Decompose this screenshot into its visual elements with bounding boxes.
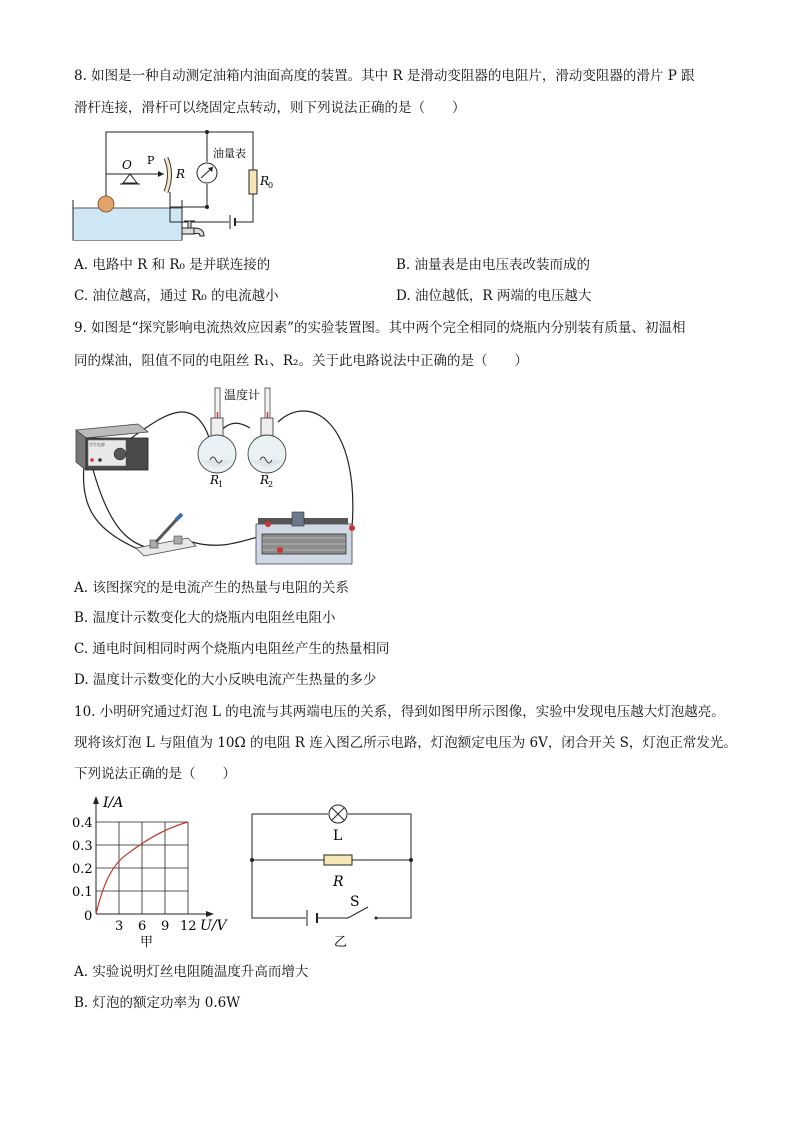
meter-label: 油量表: [213, 147, 246, 160]
label-R0: R: [260, 174, 270, 188]
float-ball: [98, 196, 114, 212]
y-tick-0.3: 0.3: [72, 839, 93, 854]
q8-option-b: B. 油量表是由电压表改装而成的: [396, 257, 591, 273]
circuit-caption: 乙: [334, 935, 348, 950]
graph-caption: 甲: [140, 935, 154, 950]
y-axis-arrow: [93, 796, 99, 804]
q9-option-c: C. 通电时间相同时两个烧瓶内电阻丝产生的热量相同: [74, 641, 390, 657]
circuit-wires: [252, 814, 411, 918]
graph-grid: [96, 822, 188, 914]
q10-stem-line2: 现将该灯泡 L 与阻值为 10Ω 的电阻 R 连入图乙所示电路，灯泡额定电压为 6V，闭合开关 S，灯泡正常发光。: [74, 735, 737, 751]
label-R0-sub: 0: [268, 181, 274, 190]
resistor-R0: [249, 170, 257, 194]
power-supply: [76, 424, 148, 470]
x-tick-6: 6: [138, 919, 147, 934]
q10-graph: [70, 790, 240, 950]
oil-tank: [73, 200, 182, 240]
q9-stem-line1: 9. 如图是“探究影响电流热效应因素”的实验装置图。其中两个完全相同的烧瓶内分别装有质量、初温相: [74, 320, 686, 336]
label-L: L: [333, 828, 343, 844]
y-tick-0.1: 0.1: [72, 885, 93, 900]
q10-stem-line1: 10. 小明研究通过灯泡 L 的电流与其两端电压的关系，得到如图甲所示图像，实验中发现电压越大灯泡越亮。: [74, 704, 725, 720]
label-R: R: [176, 167, 186, 181]
q9-option-d: D. 温度计示数变化的大小反映电流产生热量的多少: [74, 672, 377, 688]
label-R2-sub: 2: [268, 480, 274, 489]
q9-stem-line2: 同的煤油，阻值不同的电阻丝 R₁、R₂。关于此电路说法中正确的是（ ）: [74, 353, 528, 369]
label-S: S: [350, 894, 360, 910]
q8-stem-line1: 8. 如图是一种自动测定油箱内油面高度的装置。其中 R 是滑动变阻器的电阻片，滑动变阻器的滑片 P 跟: [74, 68, 695, 84]
y-tick-0.4: 0.4: [72, 816, 93, 831]
y-axis-label: I/A: [103, 795, 124, 811]
float-rod: [106, 174, 130, 196]
label-P: P: [147, 154, 155, 167]
knife-switch: [136, 514, 196, 556]
rheostat: [256, 512, 355, 564]
lamp-L: [329, 805, 347, 823]
q10-option-a: A. 实验说明灯丝电阻随温度升高而增大: [74, 964, 309, 980]
resistor-R: [324, 855, 352, 865]
thermometer-label: 温度计: [224, 388, 261, 402]
q9-option-b: B. 温度计示数变化大的烧瓶内电阻丝电阻小: [74, 610, 336, 626]
q8-option-a: A. 电路中 R 和 R₀ 是并联连接的: [74, 257, 271, 273]
q9-figure: [70, 382, 370, 572]
q8-option-c: C. 油位越高，通过 R₀ 的电流越小: [74, 288, 279, 304]
label-R1-sub: 1: [218, 480, 224, 489]
label-R2: R: [260, 473, 270, 487]
q10-circuit: [240, 798, 430, 954]
x-tick-9: 9: [161, 919, 170, 934]
q9-option-a: A. 该图探究的是电流产生的热量与电阻的关系: [74, 580, 349, 596]
label-O: O: [122, 158, 132, 172]
x-axis-arrow: [206, 911, 214, 917]
x-axis-label: U/V: [200, 918, 227, 934]
x-tick-3: 3: [115, 919, 124, 934]
faucet-icon: [182, 221, 204, 236]
q8-option-d: D. 油位越低，R 两端的电压越大: [396, 288, 592, 304]
q10-stem-line3: 下列说法正确的是（ ）: [74, 766, 236, 782]
label-R1: R: [210, 473, 220, 487]
label-R: R: [333, 874, 344, 890]
q10-option-b: B. 灯泡的额定功率为 0.6W: [74, 995, 241, 1011]
origin-label: 0: [84, 909, 93, 924]
power-label: 学生电源: [89, 442, 105, 447]
slider-arrow: [158, 171, 164, 177]
x-tick-12: 12: [180, 919, 197, 934]
pivot-triangle: [123, 174, 137, 183]
y-tick-0.2: 0.2: [72, 862, 93, 877]
q8-figure: [70, 122, 300, 250]
flask-R2: [248, 418, 286, 473]
q8-stem-line2: 滑杆连接，滑杆可以绕固定点转动，则下列说法正确的是（ ）: [74, 100, 466, 116]
